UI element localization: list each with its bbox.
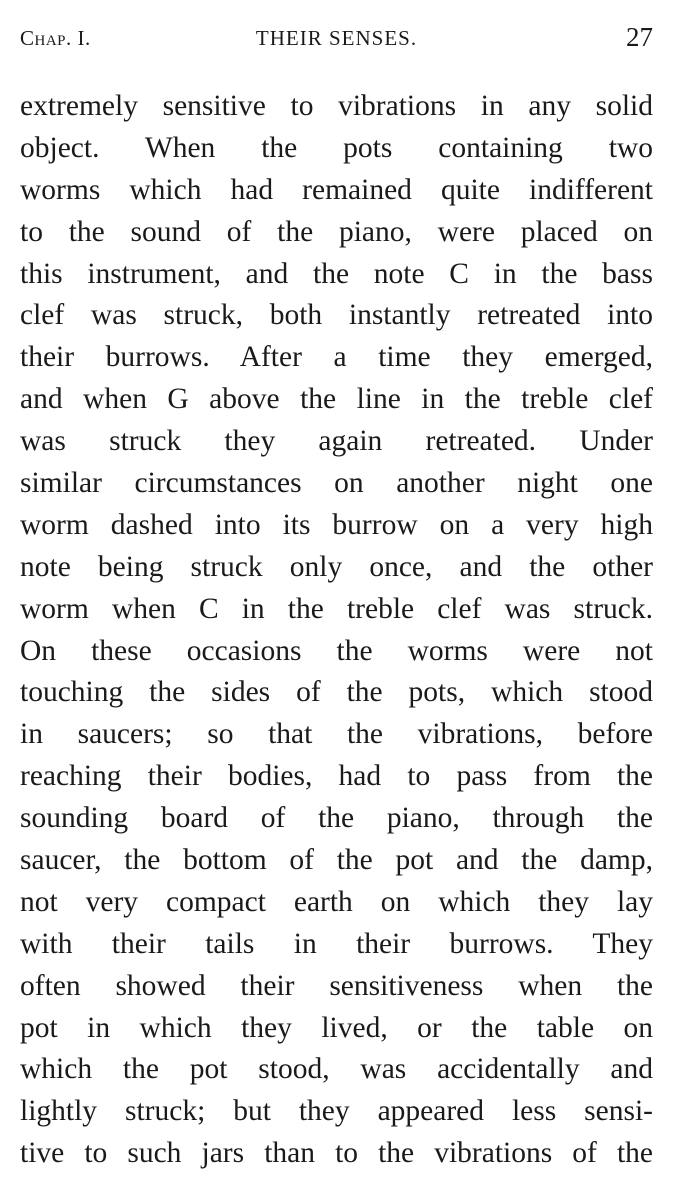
text-line: worm when C in the treble clef was struck. [20,592,653,625]
text-line: tive to such jars than to the vibrations of the [20,1137,653,1170]
text-line: On these occasions the worms were not [20,634,653,667]
text-line: extremely sensitive to vibrations in any solid [20,90,653,122]
text-line: in saucers; so that the vibrations, before [20,718,653,751]
text-line: object. When the pots containing two [20,131,653,164]
text-line: reaching their bodies, had to pass from the [20,760,653,793]
body-text [20,86,653,1175]
text-line: lightly struck; but they appeared less sensi- [20,1095,653,1128]
text-line: similar circumstances on another night one [20,467,653,500]
text-line: to the sound of the piano, were placed on [20,215,653,248]
text-line: and when G above the line in the treble clef [20,383,653,416]
text-line: pot in which they lived, or the table on [20,1011,653,1044]
text-line: sounding board of the piano, through the [20,802,653,835]
page-number: 27 [626,22,653,52]
text-line: often showed their sensitiveness when the [20,969,653,1002]
text-line: with their tails in their burrows. They [20,927,653,960]
text-line: worm dashed into its burrow on a very high [20,508,653,541]
text-line: their burrows. After a time they emerged, [20,341,653,374]
text-line: which the pot stood, was accidentally and [20,1053,653,1086]
section-title: THEIR SENSES. [255,26,418,50]
text-line: touching the sides of the pots, which stood [20,676,653,709]
text-line: not very compact earth on which they lay [20,885,653,918]
text-line: clef was struck, both instantly retreated into [20,299,653,332]
text-line: worms which had remained quite indifferent [20,173,653,206]
chapter-label: Chap. I. [20,26,91,50]
text-line: was struck they again retreated. Under [20,425,653,458]
text-line: saucer, the bottom of the pot and the damp, [20,844,653,877]
text-line: this instrument, and the note C in the bass [20,257,653,290]
text-line: note being struck only once, and the other [20,550,653,583]
running-head [20,22,653,56]
